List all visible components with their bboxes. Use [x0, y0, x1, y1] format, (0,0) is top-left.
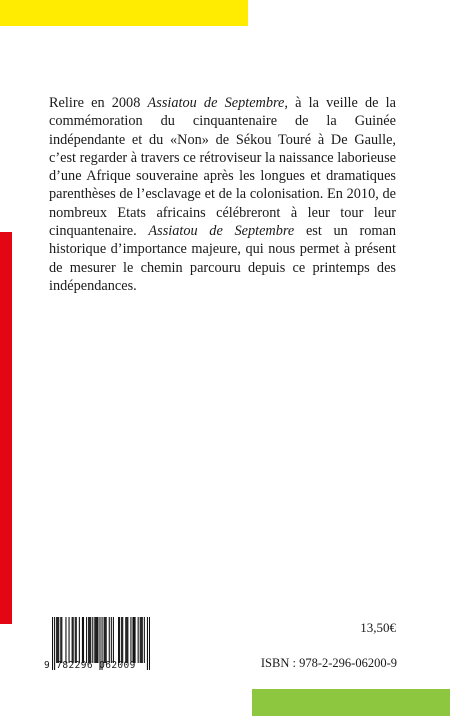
- barcode-bar: [133, 617, 134, 663]
- barcode-bar: [65, 617, 66, 663]
- top-color-band: [0, 0, 248, 26]
- barcode-bar: [75, 617, 76, 663]
- barcode-bar: [135, 617, 136, 663]
- barcode-bar: [141, 617, 142, 663]
- barcode-bar: [96, 617, 97, 663]
- barcode-bar: [127, 617, 128, 663]
- barcode-bar: [56, 617, 57, 663]
- barcode-bar: [109, 617, 110, 663]
- barcode-bar: [88, 617, 89, 663]
- barcode-bar: [97, 617, 98, 663]
- barcode-bar: [122, 617, 123, 663]
- barcode-bar: [130, 617, 131, 663]
- barcode-bar: [132, 617, 133, 663]
- barcode-bar: [113, 617, 114, 663]
- barcode-bar: [90, 617, 91, 663]
- barcode-bar: [76, 617, 77, 663]
- barcode-bar: [72, 617, 73, 663]
- barcode-bar: [79, 617, 80, 663]
- price: 13,50€: [360, 620, 396, 635]
- blurb-text-1: Relire en 2008: [49, 95, 148, 111]
- barcode-bar: [142, 617, 143, 663]
- barcode-bar: [83, 617, 84, 663]
- barcode-bar: [58, 617, 59, 663]
- barcode-bar: [105, 617, 106, 663]
- barcode-bar: [144, 617, 145, 663]
- barcode-bar: [126, 617, 127, 663]
- barcode-bar: [73, 617, 74, 663]
- barcode-digits: 9 782296 062009: [44, 660, 136, 671]
- barcode-bar: [57, 617, 58, 663]
- isbn: ISBN : 978-2-296-06200-9: [260, 656, 397, 670]
- barcode-bar: [118, 617, 119, 663]
- barcode-bar: [119, 617, 120, 663]
- barcode-bar: [106, 617, 107, 663]
- back-cover-blurb: [49, 94, 396, 295]
- blurb-text-3: est un roman historique d’importance majeure, qui nous permet à présent de mesurer le chemin parcouru depuis ce printemps des indépendances.: [49, 223, 396, 294]
- barcode-bar: [140, 617, 141, 663]
- barcode-bar: [125, 617, 126, 663]
- barcode-bar: [86, 617, 87, 663]
- book-title-2: Assiatou de Septembre: [148, 223, 295, 240]
- barcode-bar: [111, 617, 112, 663]
- barcode-bar: [89, 617, 90, 663]
- barcode-bar: [60, 617, 61, 663]
- left-color-band: [0, 232, 12, 624]
- blurb-text-2: à la veille de la commémoration du cinquantenaire de la Guinée indépendante et du «Non» de Sékou Touré à De Gaulle, c’est regarder à travers ce rétroviseur la naissance laborieuse d’une Afrique souveraine après les longues et dramatiques parenthèses de l’esclavage et de la colonisation. En 2010, de nombreux Etats africains célébreront à leur tour leur cinquantenaire.: [49, 95, 397, 240]
- bottom-color-band: [252, 689, 450, 716]
- barcode-bar: [82, 617, 83, 663]
- barcode-bar: [121, 617, 122, 663]
- barcode-bar: [95, 617, 96, 663]
- barcode-bar: [92, 617, 93, 663]
- barcode-bar: [138, 617, 139, 663]
- book-title-1: Assiatou de Septembre,: [147, 95, 288, 111]
- barcode-bar: [69, 617, 70, 663]
- barcode-bar: [94, 617, 95, 663]
- barcode-bar: [61, 617, 62, 663]
- barcode-bar: [104, 617, 105, 663]
